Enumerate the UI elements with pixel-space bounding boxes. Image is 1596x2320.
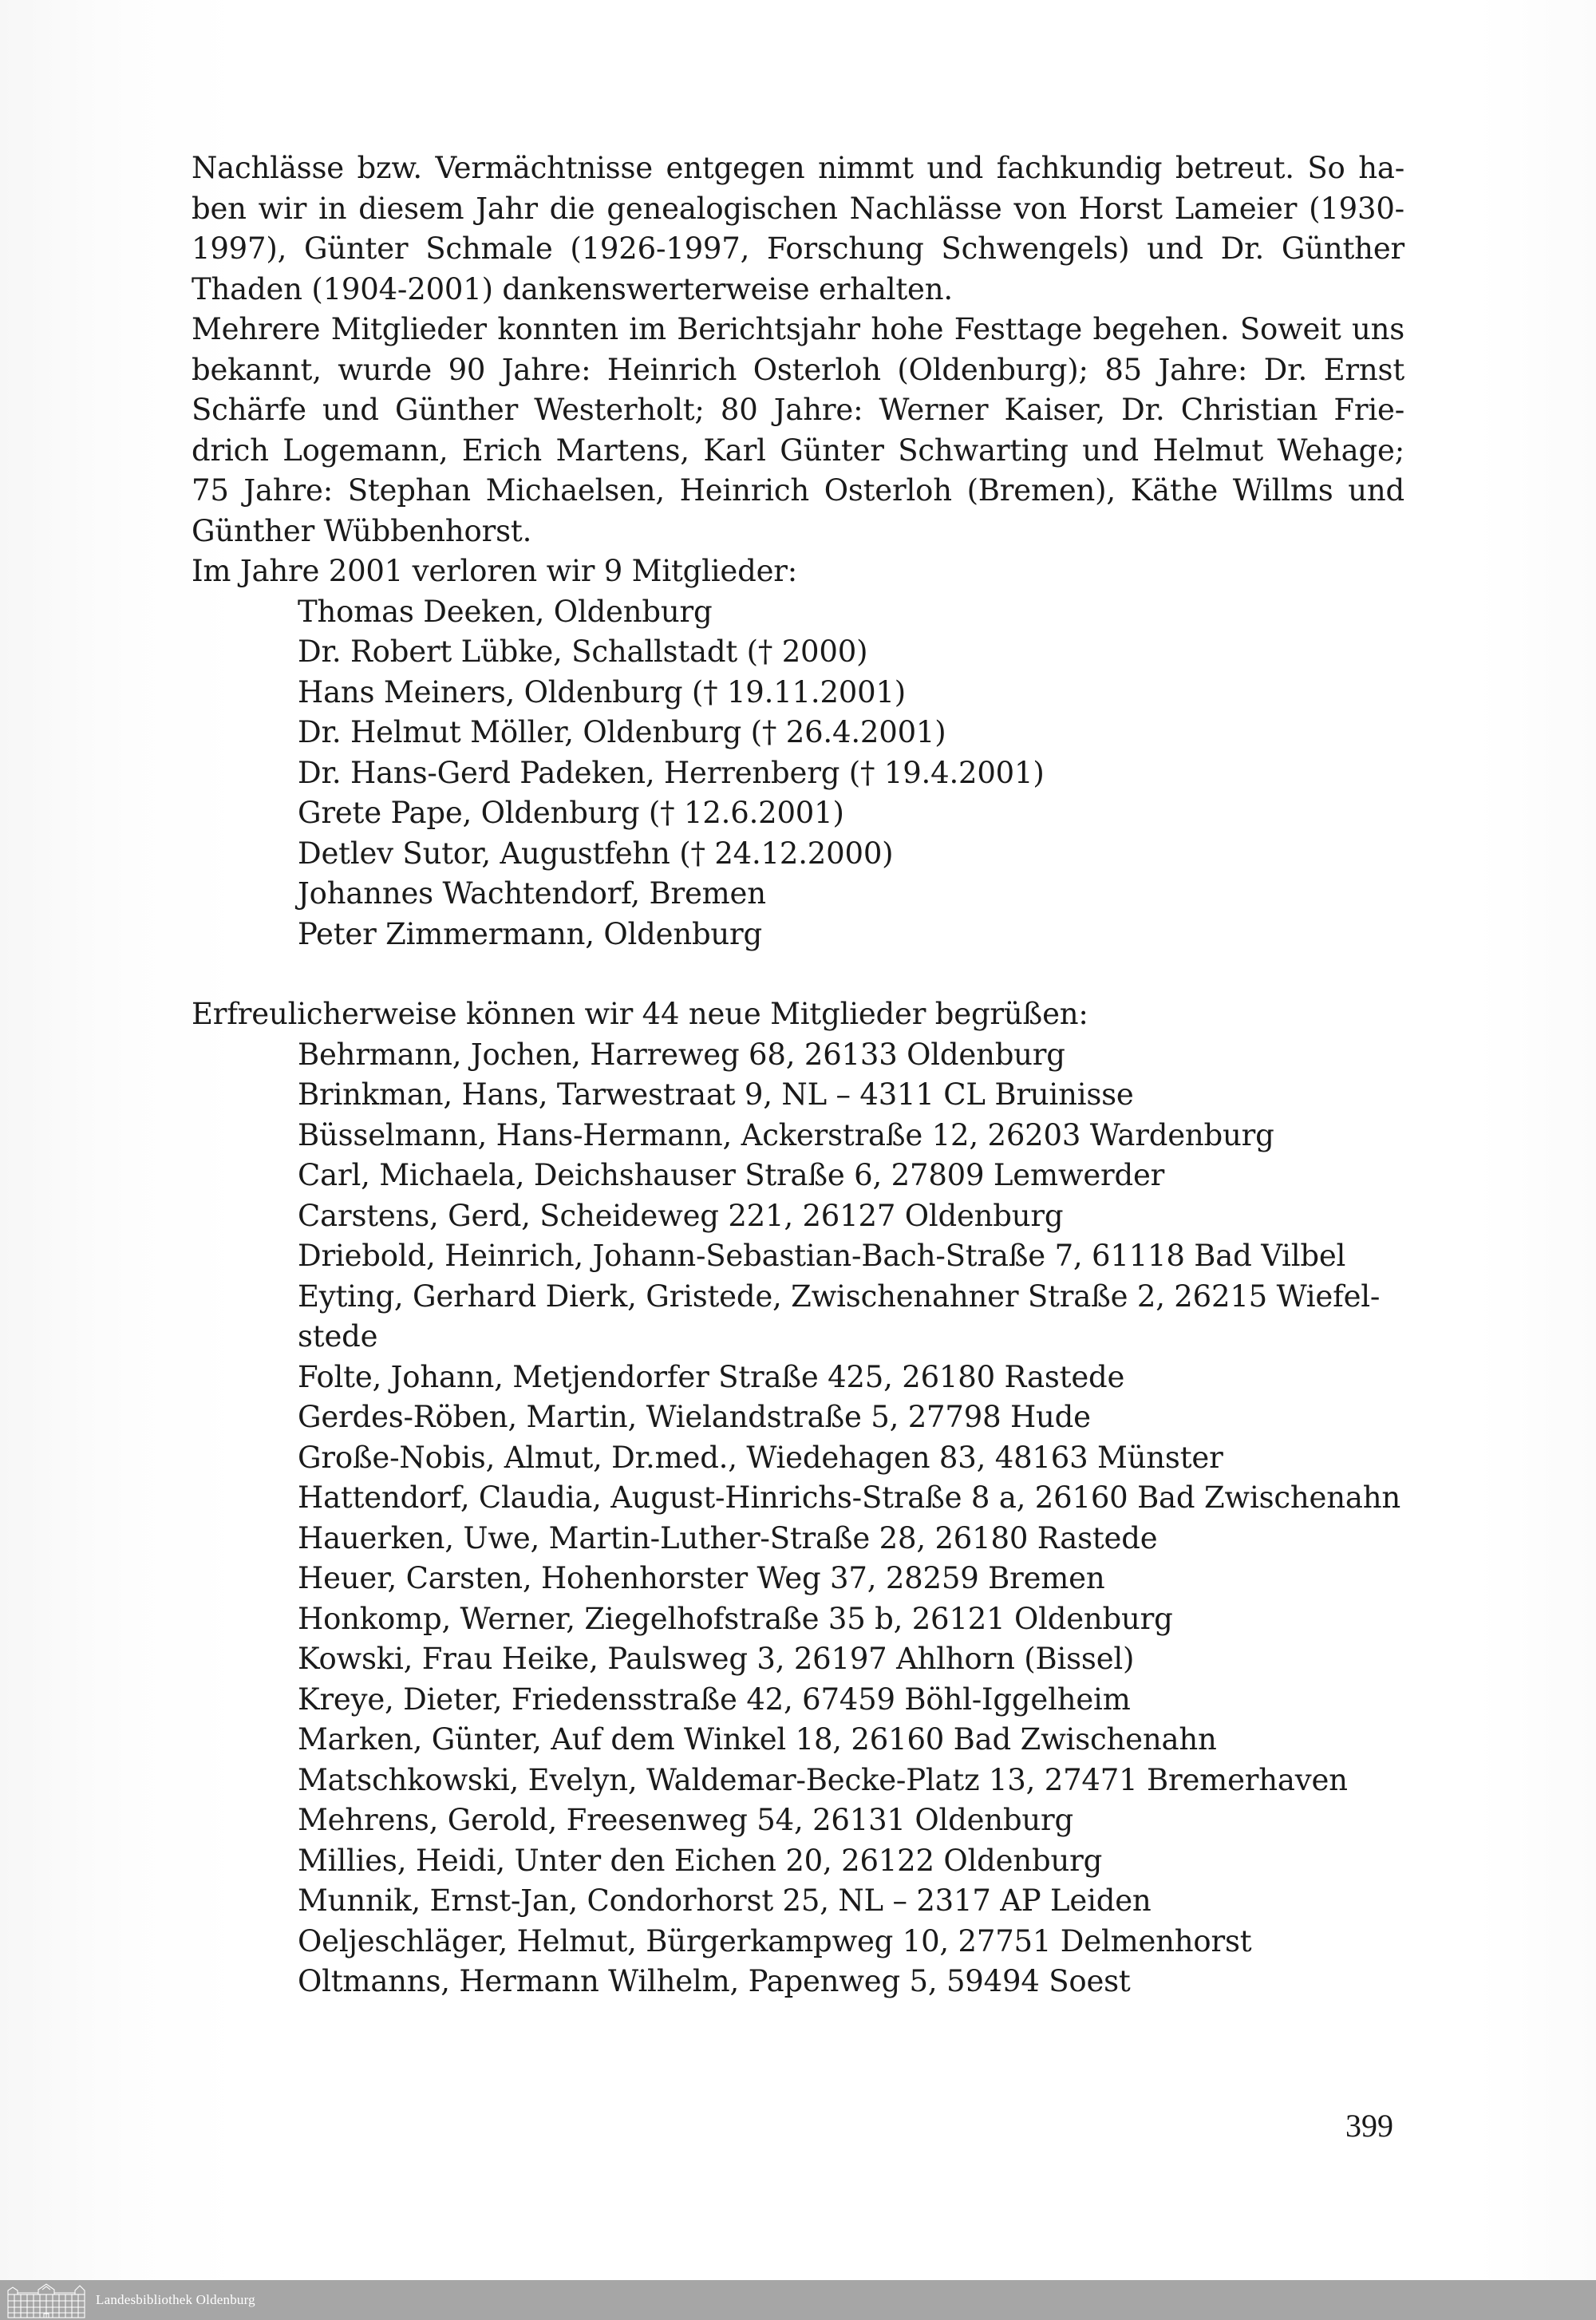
text-line: 75 Jahre: Stephan Michaelsen, Heinrich Osterloh (Bremen), Käthe Willms und [192,473,1404,508]
list-item: Grete Pape, Oldenburg († 12.6.2001) [298,796,844,830]
list-item: Büsselmann, Hans-Hermann, Ackerstraße 12, 26203 Wardenburg [298,1117,1274,1152]
page-body [192,148,1404,2002]
text-line: Mehrere Mitglieder konnten im Berichtsjahr hohe Festtage begehen. Soweit uns [192,312,1404,346]
list-item [298,1277,1404,1358]
list-item: Marken, Günter, Auf dem Winkel 18, 26160 Bad Zwischenahn [298,1722,1217,1757]
list-item: Millies, Heidi, Unter den Eichen 20, 26122 Oldenburg [298,1843,1103,1878]
deceased-members-list [192,592,1404,955]
list-item: Hattendorf, Claudia, August-Hinrichs-Straße 8 a, 26160 Bad Zwischenahn [298,1480,1400,1515]
text-line: ben wir in diesem Jahr die genealogischen Nachlässe von Horst Lameier (1930- [192,191,1404,226]
list-item: Kreye, Dieter, Friedensstraße 42, 67459 Böhl-Iggelheim [298,1682,1131,1717]
list-item: Folte, Johann, Metjendorfer Straße 425, 26180 Rastede [298,1359,1125,1394]
list-item: Carstens, Gerd, Scheideweg 221, 26127 Oldenburg [298,1198,1064,1233]
list-item: Matschkowski, Evelyn, Waldemar-Becke-Platz 13, 27471 Bremerhaven [298,1762,1348,1797]
list-item: Hauerken, Uwe, Martin-Luther-Straße 28, 26180 Rastede [298,1520,1158,1555]
text-line: Thaden (1904-2001) dankenswerterweise erhalten. [192,271,953,306]
list-item: Carl, Michaela, Deichshauser Straße 6, 27809 Lemwerder [298,1158,1165,1192]
text-line: Schärfe und Günther Westerholt; 80 Jahre: Werner Kaiser, Dr. Christian Frie- [192,393,1404,427]
deceased-intro: Im Jahre 2001 verloren wir 9 Mitglieder: [192,554,798,588]
text-line: Eyting, Gerhard Dierk, Gristede, Zwischenahner Straße 2, 26215 Wiefel- [298,1279,1381,1314]
list-item: Brinkman, Hans, Tarwestraat 9, NL – 4311 CL Bruinisse [298,1077,1134,1112]
list-item: Driebold, Heinrich, Johann-Sebastian-Bach-Straße 7, 61118 Bad Vilbel [298,1239,1346,1273]
library-name: Landesbibliothek Oldenburg [96,2292,255,2307]
list-item: Heuer, Carsten, Hohenhorster Weg 37, 28259 Bremen [298,1561,1105,1595]
paragraph-bequests [192,148,1404,310]
list-item: Kowski, Frau Heike, Paulsweg 3, 26197 Ahlhorn (Bissel) [298,1642,1135,1676]
list-item: Dr. Hans-Gerd Padeken, Herrenberg († 19.4.2001) [298,755,1045,790]
list-item: Detlev Sutor, Augustfehn († 24.12.2000) [298,836,894,871]
list-item: Große-Nobis, Almut, Dr.med., Wiedehagen 83, 48163 Münster [298,1440,1223,1475]
list-item: Mehrens, Gerold, Freesenweg 54, 26131 Oldenburg [298,1803,1074,1837]
list-item: Honkomp, Werner, Ziegelhofstraße 35 b, 26121 Oldenburg [298,1601,1173,1636]
text-line: Günther Wübbenhorst. [192,513,532,548]
footer-bar [0,2280,1596,2320]
list-item: Oeljeschläger, Helmut, Bürgerkampweg 10, 27751 Delmenhorst [298,1923,1252,1958]
text-line: Nachlässe bzw. Vermächtnisse entgegen nimmt und fachkundig betreut. So ha- [192,151,1404,185]
new-members-intro: Erfreulicherweise können wir 44 neue Mitglieder begrüßen: [192,997,1088,1031]
list-item: Behrmann, Jochen, Harreweg 68, 26133 Oldenburg [298,1037,1065,1072]
library-building-icon [6,2282,86,2318]
list-item: Dr. Helmut Möller, Oldenburg († 26.4.2001) [298,715,946,749]
list-item: Thomas Deeken, Oldenburg [298,594,713,629]
new-members-list [192,1035,1404,2002]
list-item: Gerdes-Röben, Martin, Wielandstraße 5, 27798 Hude [298,1400,1091,1434]
list-item: Johannes Wachtendorf, Bremen [298,876,766,911]
text-line: drich Logemann, Erich Martens, Karl Günter Schwarting und Helmut Wehage; [192,433,1404,468]
page-number: 399 [1345,2108,1393,2144]
list-item: Munnik, Ernst-Jan, Condorhorst 25, NL – 2317 AP Leiden [298,1883,1152,1918]
list-item: Dr. Robert Lübke, Schallstadt († 2000) [298,634,868,669]
paragraph-anniversaries [192,310,1404,551]
list-item: Peter Zimmermann, Oldenburg [298,916,763,951]
section-gap [192,954,1404,994]
list-item: Hans Meiners, Oldenburg († 19.11.2001) [298,674,907,709]
text-line: stede [298,1319,378,1354]
text-line: bekannt, wurde 90 Jahre: Heinrich Osterloh (Oldenburg); 85 Jahre: Dr. Ernst [192,352,1404,387]
text-line: 1997), Günter Schmale (1926-1997, Forschung Schwengels) und Dr. Günther [192,231,1404,266]
list-item: Oltmanns, Hermann Wilhelm, Papenweg 5, 59494 Soest [298,1964,1131,1998]
